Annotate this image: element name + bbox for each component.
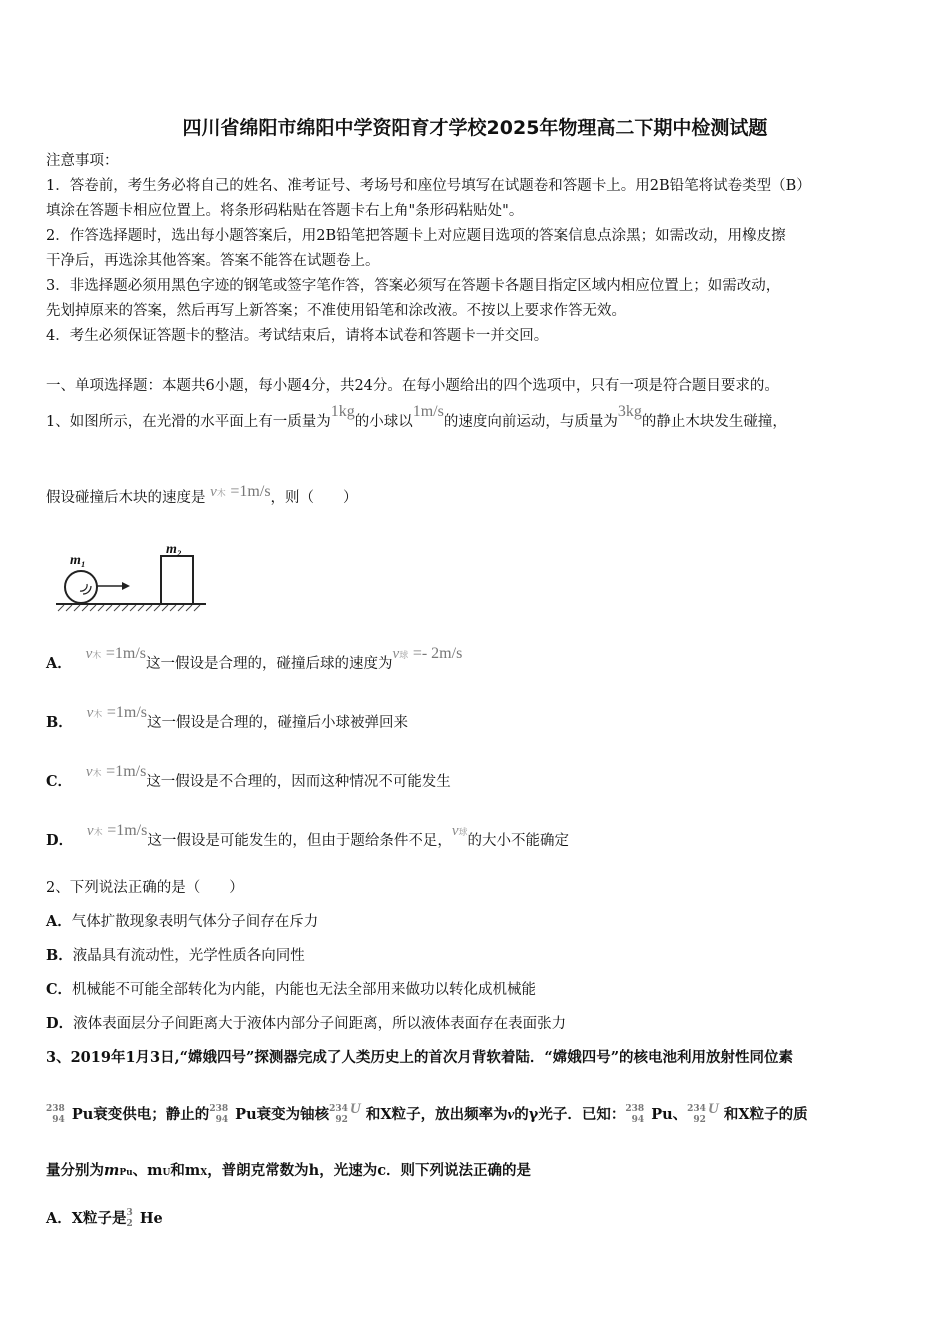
v-subscript: 球 <box>458 828 468 838</box>
label-m1: m₁ <box>70 553 86 568</box>
atomic-number: 94 <box>215 1115 229 1125</box>
v-symbol: v <box>85 646 93 662</box>
q2-option-c[interactable] <box>46 980 536 1000</box>
option-text: X粒子是 <box>71 1210 127 1227</box>
mass-number: 238 <box>46 1104 65 1114</box>
v-symbol: v <box>86 705 94 721</box>
mass-number: 234 <box>329 1104 348 1114</box>
q2-option-a[interactable] <box>46 912 318 932</box>
section-heading: 一、单项选择题：本题共6小题，每小题4分，共24分。在每小题给出的四个选项中，只有一项是符合题目要求的。 <box>46 378 779 394</box>
pu-symbol-3: Pu <box>651 1106 673 1123</box>
option-v-wood <box>77 705 147 721</box>
page-title: 四川省绵阳市绵阳中学资阳育才学校2025年物理高二下期中检测试题 <box>182 117 768 139</box>
q1-option-c[interactable] <box>46 763 451 794</box>
option-text: 这一假设是可能发生的，但由于题给条件不足， <box>147 833 452 849</box>
option-label: A． <box>46 913 72 930</box>
option-text: 液晶具有流动性，光学性质各向同性 <box>72 948 305 964</box>
q3-text-7: 量分别为 <box>46 1162 104 1179</box>
mass-number: 238 <box>625 1104 645 1114</box>
u-symbol: U <box>349 1101 361 1117</box>
q1-v-wood <box>210 484 270 500</box>
option-label: B． <box>46 947 73 964</box>
q1-mass-1: 1kg <box>330 403 355 420</box>
option-text: 气体扩散现象表明气体分子间存在斥力 <box>71 914 319 930</box>
option-text: 这一假设是不合理的，因而这种情况不可能发生 <box>146 774 451 790</box>
option-label: A． <box>46 1210 72 1227</box>
v-subscript: 木 <box>92 769 102 779</box>
u-isotope <box>329 1104 348 1126</box>
m-u: 、m <box>132 1162 163 1179</box>
option-label: C． <box>46 773 73 790</box>
notice-line-2: 填涂在答题卡相应位置上。将条形码粘贴在答题卡右上角"条形码粘贴处"。 <box>46 203 524 219</box>
atomic-number: 2 <box>126 1219 133 1229</box>
q1-text-6: ，则（ ） <box>270 490 358 506</box>
option-label: C． <box>46 981 73 998</box>
q1-velocity-1: 1m/s <box>412 403 444 420</box>
option-text: 液体表面层分子间距离大于液体内部分子间距离，所以液体表面存在表面张力 <box>73 1016 567 1032</box>
q1-text-2: 的小球以 <box>354 414 413 430</box>
notice-line-5: 3．非选择题必须用黑色字迹的钢笔或签字笔作答，答案必须写在答题卡各题目指定区域内相应位置上；如需改动， <box>46 278 781 294</box>
atomic-number: 92 <box>693 1115 706 1125</box>
option-v-wood <box>76 646 146 662</box>
option-v-wood <box>77 764 147 780</box>
pu-isotope-3 <box>625 1104 644 1126</box>
label-m2: m₂ <box>166 542 182 557</box>
q1-stem-line-2 <box>46 483 358 510</box>
velocity-arrow <box>97 582 130 590</box>
option-v-wood <box>78 823 148 839</box>
v-symbol: v <box>210 484 217 500</box>
q1-text-1: 1、如图所示，在光滑的水平面上有一质量为 <box>46 414 331 430</box>
notice-line-7: 4．考生必须保证答题卡的整洁。考试结束后，请将本试卷和答题卡一并交回。 <box>46 328 549 344</box>
q3-text-4: 的γ光子．已知： <box>514 1106 626 1123</box>
q3-option-a[interactable] <box>46 1208 163 1230</box>
v-value: =1m/s <box>106 763 147 780</box>
pu-symbol-2: Pu <box>235 1106 257 1123</box>
atomic-number: 92 <box>335 1115 348 1125</box>
q1-text-4: 的静止木块发生碰撞， <box>641 414 787 430</box>
notice-line-1: 1．答卷前，考生务必将自己的姓名、准考证号、考场号和座位号填写在试题卷和答题卡上。用2B铅笔将试卷类型（B） <box>46 178 811 194</box>
v-subscript: 木 <box>216 489 226 499</box>
v-symbol: v <box>86 823 94 839</box>
m-pu: m <box>104 1162 120 1179</box>
q1-stem-line-1 <box>46 403 787 432</box>
mass-number: 3 <box>126 1208 133 1218</box>
q2-option-b[interactable] <box>46 946 305 966</box>
q3-text-2: 衰变为铀核 <box>256 1106 330 1123</box>
option-text: 这一假设是合理的，碰撞后球的速度为 <box>146 656 393 672</box>
q1-option-a[interactable] <box>46 645 463 676</box>
v-value: =1m/s <box>107 822 148 839</box>
u-isotope-2 <box>687 1104 706 1126</box>
q2-stem: 2、下列说法正确的是（ ） <box>46 880 244 896</box>
option-label: D． <box>46 1015 74 1032</box>
mass-number: 234 <box>687 1104 706 1114</box>
v-subscript: 木 <box>92 651 102 661</box>
mass-number: 238 <box>209 1104 229 1114</box>
m-x-sub: X <box>200 1168 208 1178</box>
v-subscript: 球 <box>399 651 409 661</box>
q3-text-8: ，普朗克常数为h，光速为c．则下列说法正确的是 <box>207 1162 532 1179</box>
q2-option-d[interactable] <box>46 1014 566 1034</box>
he-symbol: He <box>139 1210 163 1227</box>
notice-line-3: 2．作答选择题时，选出每小题答案后，用2B铅笔把答题卡上对应题目选项的答案信息点涂黑；如需改动，用橡皮擦 <box>46 228 786 244</box>
m-u-sub: U <box>162 1168 171 1178</box>
q1-option-b[interactable] <box>46 704 409 735</box>
option-v-ball <box>452 823 468 839</box>
nu-symbol: ν <box>507 1107 515 1123</box>
q1-text-5: 假设碰撞后木块的速度是 <box>46 490 206 506</box>
pu-symbol: Pu <box>71 1106 94 1123</box>
v-value: =- 2m/s <box>412 645 463 662</box>
q1-option-d[interactable] <box>46 822 570 853</box>
q3-stem-line-2 <box>46 1101 808 1126</box>
ball <box>65 571 97 603</box>
block <box>161 556 193 604</box>
he-isotope <box>127 1208 133 1230</box>
q3-text-5: 、 <box>672 1106 688 1123</box>
v-value: =1m/s <box>230 483 271 500</box>
v-value: =1m/s <box>106 704 148 721</box>
v-symbol: v <box>451 823 459 839</box>
m-pu-sub: Pu <box>119 1168 133 1178</box>
notice-heading: 注意事项： <box>46 153 119 169</box>
q1-figure <box>50 538 210 622</box>
option-label: B． <box>46 714 73 731</box>
atomic-number: 94 <box>52 1115 65 1125</box>
q3-text-1: 衰变供电；静止的 <box>93 1106 210 1123</box>
q3-stem-line-1: 3、2019年1月3日,“嫦娥四号”探测器完成了人类历史上的首次月背软着陆．“嫦娥四号”的核电池利用放射性同位素 <box>46 1049 794 1066</box>
notice-line-4: 干净后，再选涂其他答案。答案不能答在试题卷上。 <box>46 253 380 269</box>
collision-diagram <box>50 538 210 618</box>
q3-text-3: 和X粒子，放出频率为 <box>365 1106 508 1123</box>
option-text: 这一假设是合理的，碰撞后小球被弹回来 <box>147 715 409 731</box>
q3-text-6: 和X粒子的质 <box>723 1106 808 1123</box>
m-x: 和m <box>170 1162 201 1179</box>
option-text: 机械能不可能全部转化为内能，内能也无法全部用来做功以转化成机械能 <box>72 982 537 998</box>
v-value: =1m/s <box>105 645 147 662</box>
option-tail: 的大小不能确定 <box>467 833 570 849</box>
ground-line <box>56 604 206 611</box>
q1-mass-2: 3kg <box>617 403 642 420</box>
pu-isotope <box>46 1104 65 1126</box>
u-symbol-2: U <box>707 1101 719 1117</box>
option-v-ball <box>393 646 463 662</box>
option-label: D． <box>46 832 74 849</box>
notice-line-6: 先划掉原来的答案，然后再写上新答案；不准使用铅笔和涂改液。不按以上要求作答无效。 <box>46 303 626 319</box>
v-subscript: 木 <box>93 710 103 720</box>
q3-stem-line-3 <box>46 1161 531 1183</box>
pu-isotope-2 <box>209 1104 228 1126</box>
option-label: A． <box>46 655 72 672</box>
q1-text-3: 的速度向前运动，与质量为 <box>443 414 618 430</box>
v-subscript: 木 <box>93 828 103 838</box>
atomic-number: 94 <box>631 1115 645 1125</box>
v-symbol: v <box>85 764 93 780</box>
v-symbol: v <box>392 646 400 662</box>
